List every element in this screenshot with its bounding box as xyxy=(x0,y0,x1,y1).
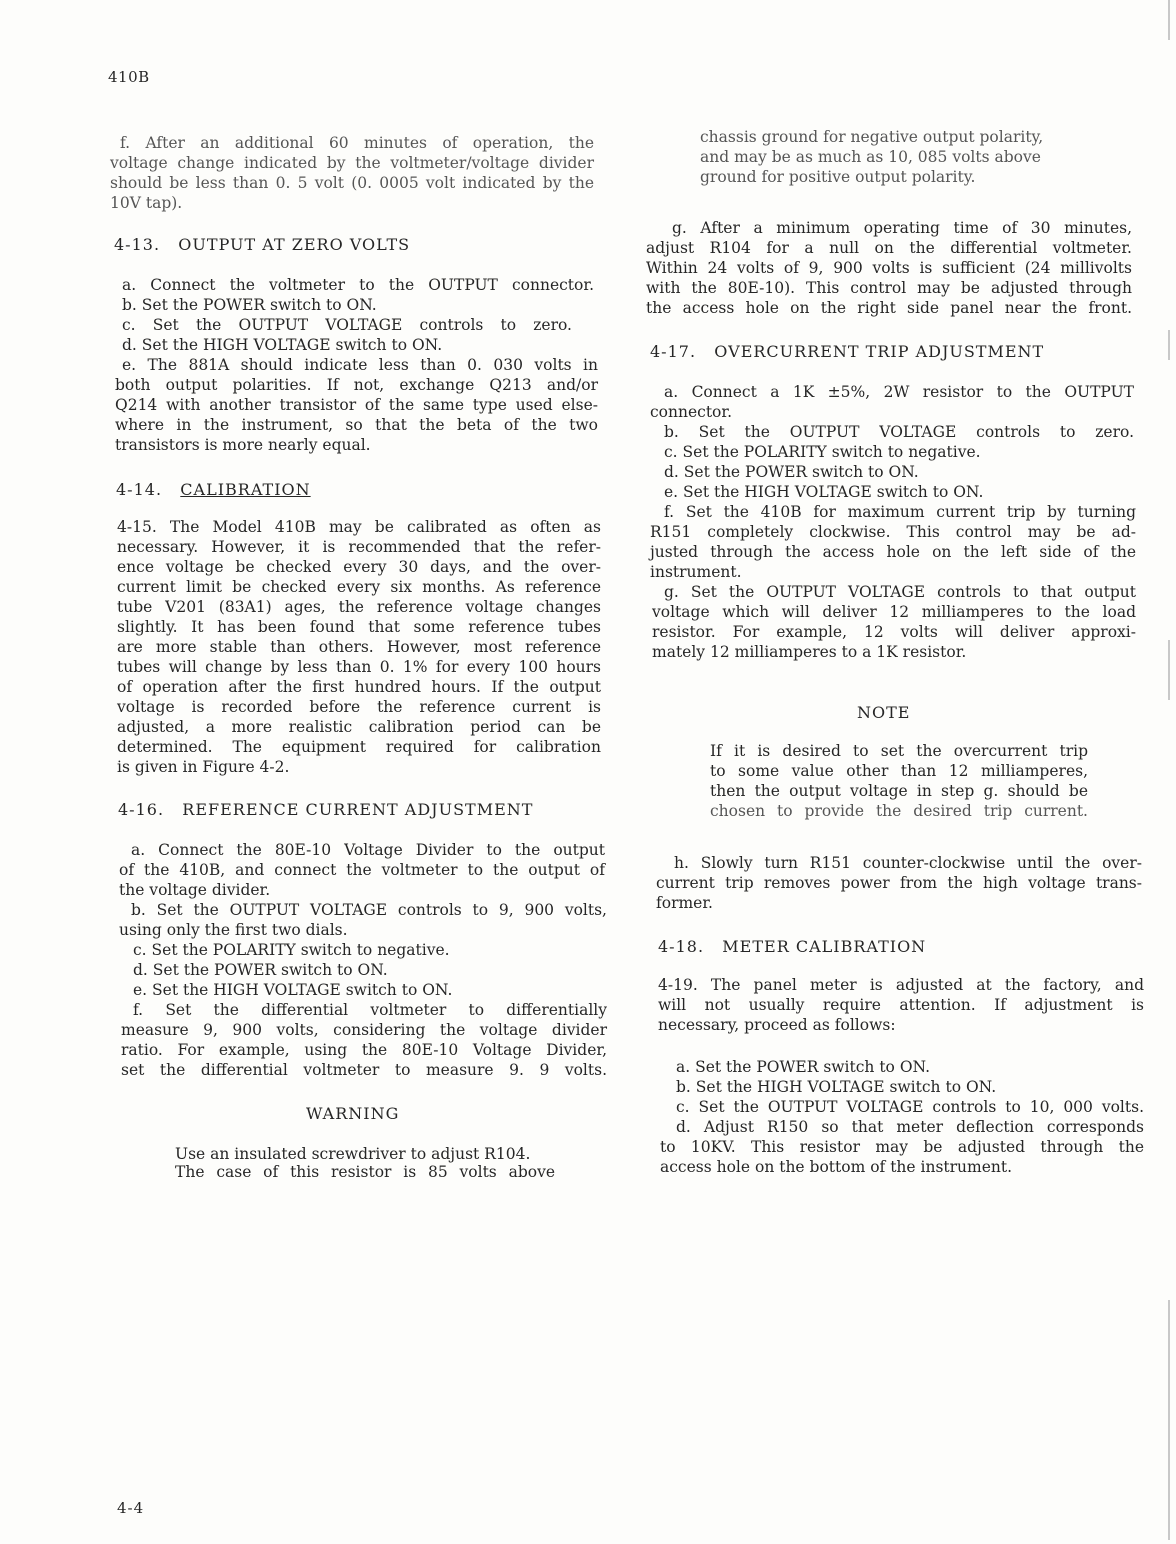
note-title: NOTE xyxy=(857,703,911,722)
step-line: to 10KV. This resistor may be adjusted through the xyxy=(660,1138,1144,1156)
step-line: instrument. xyxy=(650,563,742,581)
text-line: current trip removes power from the high voltage trans- xyxy=(656,874,1142,892)
section-heading-4-14 xyxy=(116,480,311,499)
section-title: METER CALIBRATION xyxy=(722,937,927,956)
section-number: 4-18. xyxy=(658,937,705,956)
text-line: necessary. However, it is recommended that the refer- xyxy=(117,538,601,556)
step-line: the voltage divider. xyxy=(119,881,271,899)
text-line: 4-15. The Model 410B may be calibrated as often as xyxy=(117,518,601,536)
text-line: Within 24 volts of 9, 900 volts is sufficient (24 millivolts xyxy=(646,259,1132,277)
warning-continued-line: and may be as much as 10, 085 volts above xyxy=(700,148,1041,166)
text-line: are more stable than others. However, most reference xyxy=(117,638,601,656)
text-line: voltage is recorded before the reference current is xyxy=(117,698,601,716)
step-line: set the differential voltmeter to measure 9. 9 volts. xyxy=(121,1061,607,1079)
text-line: voltage change indicated by the voltmeter/voltage divider xyxy=(110,154,594,172)
page-number: 4-4 xyxy=(117,1499,145,1517)
step-line: mately 12 milliamperes to a 1K resistor. xyxy=(652,643,967,661)
step-line: e. Set the HIGH VOLTAGE switch to ON. xyxy=(133,981,453,999)
step-line: d. Adjust R150 so that meter deflection corresponds xyxy=(676,1118,1144,1136)
section-number: 4-14. xyxy=(116,480,163,499)
step-line: f. Set the 410B for maximum current trip by turning xyxy=(664,503,1136,521)
text-line: determined. The equipment required for calibration xyxy=(117,738,601,756)
step-line: d. Set the POWER switch to ON. xyxy=(133,961,388,979)
step-line: resistor. For example, 12 volts will deliver approxi- xyxy=(652,623,1136,641)
warning-continued-line: chassis ground for negative output polarity, xyxy=(700,128,1044,146)
step-line: e. The 881A should indicate less than 0. 030 volts in xyxy=(122,356,598,374)
step-line: connector. xyxy=(650,403,733,421)
step-line: f. Set the differential voltmeter to differentially xyxy=(133,1001,607,1019)
text-line: should be less than 0. 5 volt (0. 0005 volt indicated by the xyxy=(110,174,594,192)
text-line: h. Slowly turn R151 counter-clockwise until the over- xyxy=(674,854,1142,872)
text-line: adjusted, a more realistic calibration period can be xyxy=(117,718,601,736)
text-line: tubes will change by less than 0. 1% for every 100 hours xyxy=(117,658,601,676)
step-line: both output polarities. If not, exchange Q213 and/or xyxy=(115,376,598,394)
step-line: a. Connect the voltmeter to the OUTPUT connector. xyxy=(122,276,594,294)
warning-line: The case of this resistor is 85 volts above xyxy=(175,1163,555,1181)
step-line: a. Connect the 80E-10 Voltage Divider to the output xyxy=(131,841,605,859)
section-number: 4-17. xyxy=(650,342,697,361)
section-number: 4-16. xyxy=(118,800,165,819)
step-line: R151 completely clockwise. This control may be ad- xyxy=(650,523,1136,541)
text-line: of operation after the first hundred hours. If the output xyxy=(117,678,601,696)
section-title: OVERCURRENT TRIP ADJUSTMENT xyxy=(714,342,1045,361)
section-number: 4-13. xyxy=(114,235,161,254)
text-line: ence voltage be checked every 30 days, and the over- xyxy=(117,558,601,576)
step-line: c. Set the OUTPUT VOLTAGE controls to zero. xyxy=(122,316,572,334)
warning-continued-line: ground for positive output polarity. xyxy=(700,168,976,186)
step-line: justed through the access hole on the left side of the xyxy=(650,543,1136,561)
step-line: c. Set the POLARITY switch to negative. xyxy=(664,443,981,461)
step-line: Q214 with another transistor of the same type used else- xyxy=(115,396,598,414)
step-line: of the 410B, and connect the voltmeter to the output of xyxy=(119,861,605,879)
section-heading-4-17 xyxy=(650,342,1044,361)
step-line: measure 9, 900 volts, considering the voltage divider xyxy=(121,1021,607,1039)
text-line: former. xyxy=(656,894,713,912)
note-line: then the output voltage in step g. should be xyxy=(710,782,1088,800)
note-line: If it is desired to set the overcurrent trip xyxy=(710,742,1088,760)
text-line: tube V201 (83A1) ages, the reference voltage changes xyxy=(117,598,601,616)
step-line: b. Set the POWER switch to ON. xyxy=(122,296,377,314)
text-line: with the 80E-10). This control may be adjusted through xyxy=(646,279,1132,297)
step-line: c. Set the OUTPUT VOLTAGE controls to 10, 000 volts. xyxy=(676,1098,1144,1116)
step-line: using only the first two dials. xyxy=(119,921,348,939)
page-header: 410B xyxy=(108,68,150,86)
text-line: necessary, proceed as follows: xyxy=(658,1016,896,1034)
section-title: CALIBRATION xyxy=(180,480,311,499)
text-line: is given in Figure 4-2. xyxy=(117,758,290,776)
step-line: g. Set the OUTPUT VOLTAGE controls to that output xyxy=(664,583,1136,601)
scan-edge-mark xyxy=(1168,640,1170,700)
step-line: d. Set the POWER switch to ON. xyxy=(664,463,919,481)
step-line: access hole on the bottom of the instrument. xyxy=(660,1158,1013,1176)
step-line: e. Set the HIGH VOLTAGE switch to ON. xyxy=(664,483,984,501)
warning-title: WARNING xyxy=(306,1104,400,1123)
step-line: d. Set the HIGH VOLTAGE switch to ON. xyxy=(122,336,443,354)
step-line: a. Set the POWER switch to ON. xyxy=(676,1058,931,1076)
step-line: transistors is more nearly equal. xyxy=(115,436,371,454)
step-line: b. Set the OUTPUT VOLTAGE controls to 9, 900 volts, xyxy=(131,901,607,919)
section-title: OUTPUT AT ZERO VOLTS xyxy=(178,235,411,254)
note-line: chosen to provide the desired trip current. xyxy=(710,802,1088,820)
step-line: voltage which will deliver 12 milliamperes to the load xyxy=(652,603,1136,621)
text-line: the access hole on the right side panel near the front. xyxy=(646,299,1132,317)
text-line: slightly. It has been found that some reference tubes xyxy=(117,618,601,636)
text-line: current limit be checked every six months. As reference xyxy=(117,578,601,596)
text-line: 10V tap). xyxy=(110,194,183,212)
section-heading-4-13 xyxy=(114,235,410,254)
scan-edge-mark xyxy=(1168,1300,1170,1540)
section-heading-4-16 xyxy=(118,800,533,819)
step-line: c. Set the POLARITY switch to negative. xyxy=(133,941,450,959)
text-line: will not usually require attention. If adjustment is xyxy=(658,996,1144,1014)
step-line: b. Set the HIGH VOLTAGE switch to ON. xyxy=(676,1078,997,1096)
section-heading-4-18 xyxy=(658,937,926,956)
text-line: f. After an additional 60 minutes of operation, the xyxy=(120,134,594,152)
text-line: g. After a minimum operating time of 30 minutes, xyxy=(672,219,1132,237)
step-line: a. Connect a 1K ±5%, 2W resistor to the OUTPUT xyxy=(664,383,1134,401)
note-line: to some value other than 12 milliamperes, xyxy=(710,762,1088,780)
section-title: REFERENCE CURRENT ADJUSTMENT xyxy=(182,800,534,819)
scan-edge-mark xyxy=(1168,330,1170,360)
step-line: b. Set the OUTPUT VOLTAGE controls to zero. xyxy=(664,423,1134,441)
warning-line: Use an insulated screwdriver to adjust R104. xyxy=(175,1145,531,1163)
step-line: ratio. For example, using the 80E-10 Voltage Divider, xyxy=(121,1041,607,1059)
text-line: 4-19. The panel meter is adjusted at the factory, and xyxy=(658,976,1144,994)
text-line: adjust R104 for a null on the differential voltmeter. xyxy=(646,239,1132,257)
scan-edge-mark xyxy=(1168,0,1170,40)
step-line: where in the instrument, so that the beta of the two xyxy=(115,416,598,434)
